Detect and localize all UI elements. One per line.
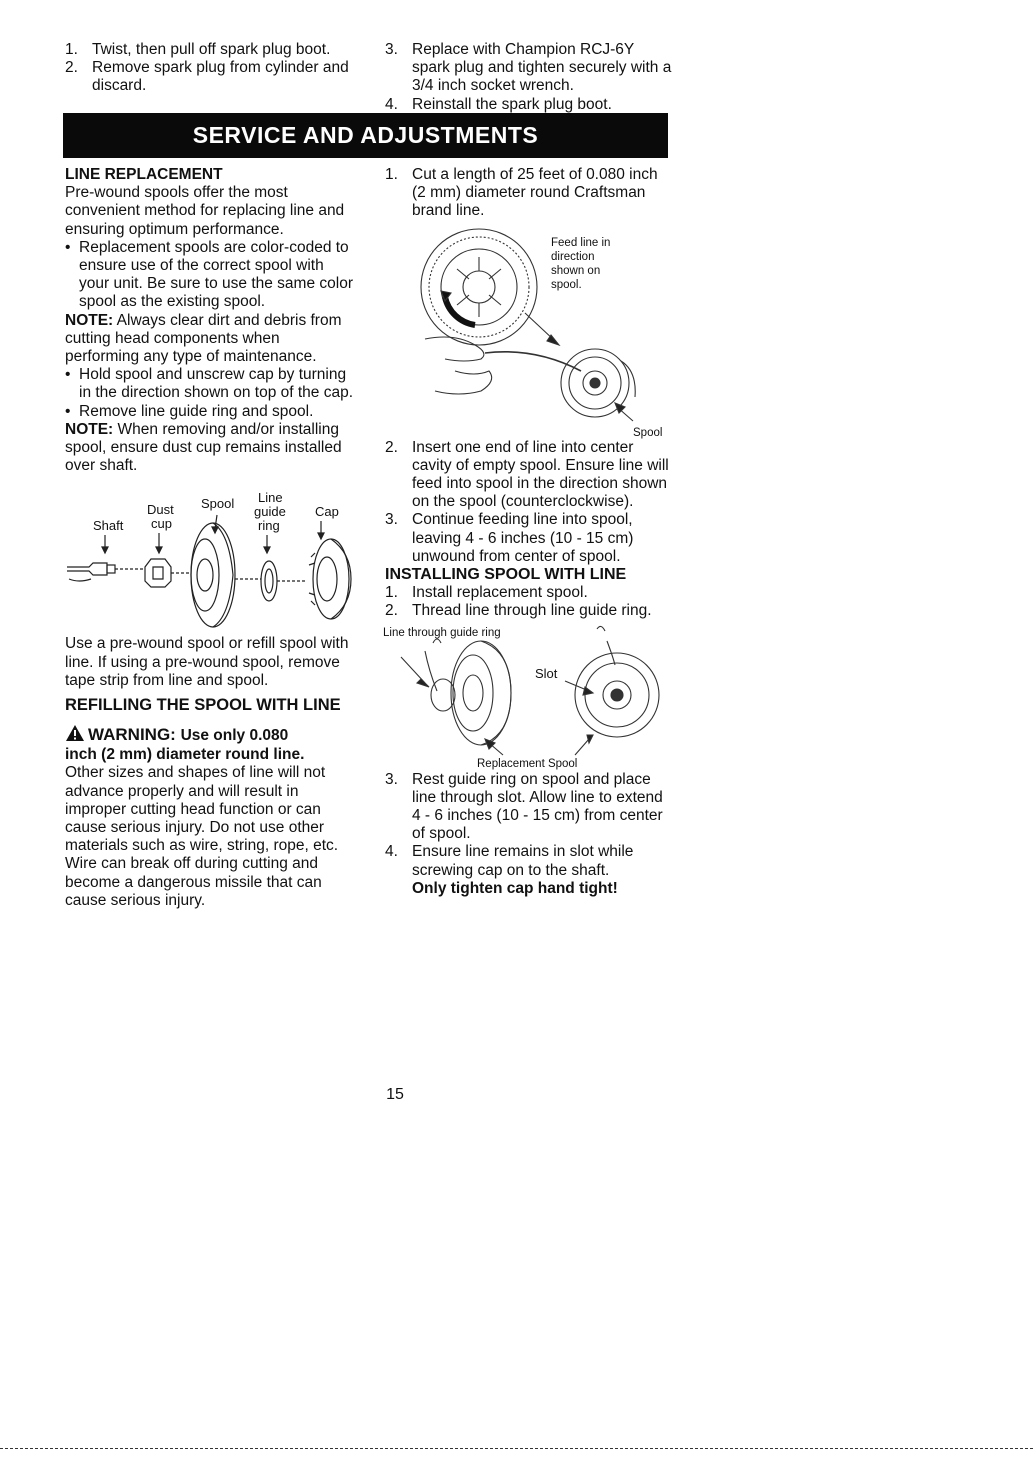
top-left-steps	[65, 41, 357, 96]
top-right-steps	[385, 41, 675, 114]
guide-ring-figure: Line through guide ring Slot Replacement Spool	[385, 621, 673, 771]
spool-exploded-figure: Shaft Dust cup Spool Line guide ring Cap	[65, 483, 357, 635]
list-item: 1. Twist, then pull off spark plug boot.	[65, 41, 331, 58]
note-paragraph: NOTE: Always clear dirt and debris from cutting head components when performing any type of maintenance.	[65, 311, 342, 366]
warning-triangle-icon	[65, 724, 85, 742]
exploded-parts-drawing	[65, 483, 357, 635]
bullet-item: • Hold spool and unscrew cap by turning in the direction shown on top of the cap.	[65, 366, 354, 402]
list-item: 4. Reinstall the spark plug boot.	[385, 95, 612, 113]
section-banner: SERVICE AND ADJUSTMENTS	[63, 113, 668, 158]
bullet-item: • Remove line guide ring and spool.	[65, 402, 314, 420]
list-item: 2. Insert one end of line into center cavity of empty spool. Ensure line will feed into spool in the direction shown on the spool (counterclockwise).	[385, 438, 669, 511]
line-replacement-heading: LINE REPLACEMENT	[65, 166, 223, 183]
hand-tight-warning: Only tighten cap hand tight!	[412, 879, 618, 897]
list-item: 1. Cut a length of 25 feet of 0.080 inch (2 mm) diameter round Craftsman brand line.	[385, 166, 658, 220]
left-column	[65, 166, 357, 910]
page-divider	[0, 1448, 1033, 1449]
guide-ring-drawing	[385, 621, 673, 771]
list-item: 4. Ensure line remains in slot while screwing cap on to the shaft.	[385, 843, 634, 879]
list-item: 3. Rest guide ring on spool and place line through slot. Allow line to extend 4 - 6 inches (10 - 15 cm) from center of spool.	[385, 770, 663, 843]
list-item: 2. Thread line through line guide ring.	[385, 602, 652, 620]
list-item: 3. Replace with Champion RCJ-6Y spark plug and tighten securely with a 3/4 inch socket wrench.	[385, 41, 672, 95]
list-item: 2. Remove spark plug from cylinder and discard.	[65, 59, 349, 95]
right-column	[385, 166, 673, 898]
page-number: 15	[386, 1086, 404, 1103]
installing-heading: INSTALLING SPOOL WITH LINE	[385, 566, 627, 584]
intro-paragraph: Pre-wound spools offer the most convenient method for replacing line and ensuring optimum performance.	[65, 184, 345, 238]
bullet-item: • Replacement spools are color-coded to ensure use of the correct spool with your unit. Be sure to use the same color spool as the existing spool.	[65, 238, 353, 311]
note-paragraph: NOTE: When removing and/or installing spool, ensure dust cup remains installed over shaft.	[65, 420, 342, 475]
warning-paragraph: Other sizes and shapes of line will not advance properly and will result in improper cutting head function or can cause serious injury. Do not use other materials such as wire, string, rope, etc. Wire can break off during cutting and become a dangerous missile that can cause serious injury.	[65, 764, 339, 909]
refilling-heading: REFILLING THE SPOOL WITH LINE	[65, 696, 341, 715]
spool-winding-drawing	[385, 221, 673, 439]
prewound-paragraph: Use a pre-wound spool or refill spool with line. If using a pre-wound spool, remove tape strip from line and spool.	[65, 635, 349, 689]
warning-subheading: inch (2 mm) diameter round line.	[65, 746, 305, 764]
spool-winding-figure: Feed line in direction shown on spool. Spool	[385, 221, 673, 439]
warning-heading: WARNING: Use only 0.080	[65, 724, 357, 746]
list-item: 3. Continue feeding line into spool, leaving 4 - 6 inches (10 - 15 cm) unwound from center of spool.	[385, 511, 634, 565]
list-item: 1. Install replacement spool.	[385, 584, 588, 602]
